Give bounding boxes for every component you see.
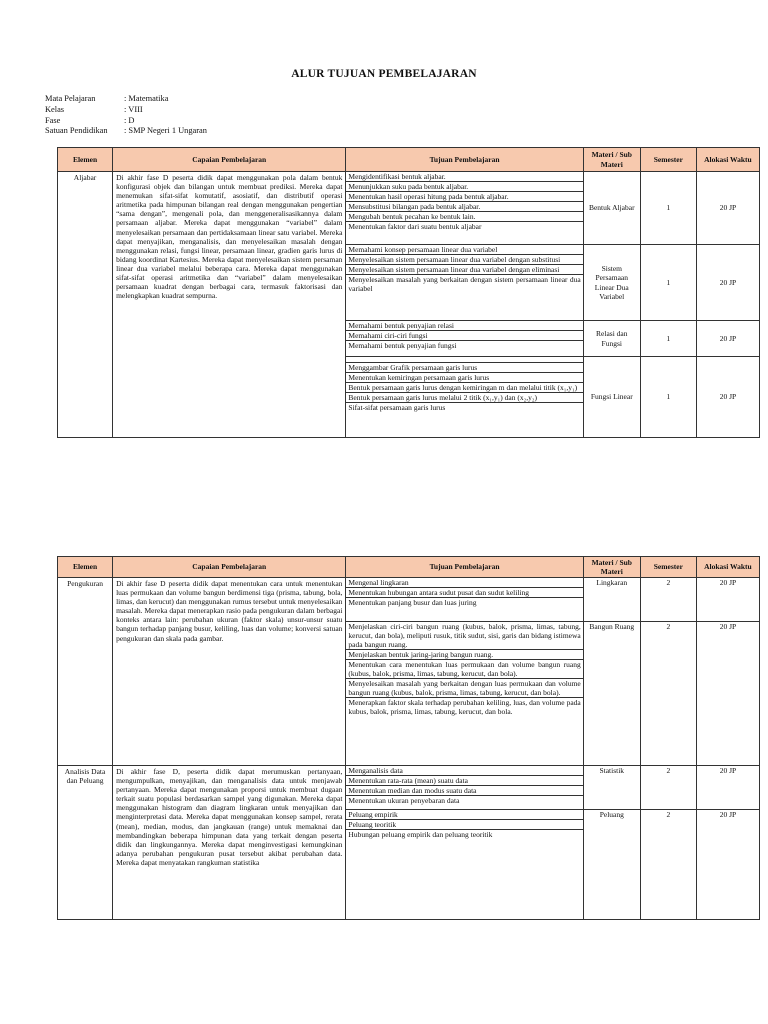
meta-value: : VIII (124, 104, 143, 114)
header-alokasi: Alokasi Waktu (696, 148, 759, 172)
header-alokasi: Alokasi Waktu (696, 557, 759, 578)
table-header-row (58, 148, 760, 172)
tujuan-item: Memahami ciri-ciri fungsi (346, 331, 582, 341)
semester-cell: 2 (640, 578, 696, 622)
tujuan-item: Mengenal lingkaran (346, 578, 582, 588)
table-row (58, 766, 760, 810)
semester-cell: 1 (640, 245, 696, 321)
tujuan-item: Menentukan rata-rata (mean) suatu data (346, 776, 582, 786)
tujuan-item: Menunjukkan suku pada bentuk aljabar. (346, 182, 582, 192)
tujuan-item: Memahami bentuk penyajian relasi (346, 321, 582, 331)
tujuan-item: Menjelaskan bentuk jaring-jaring bangun ruang. (346, 650, 582, 660)
tujuan-cell (346, 245, 583, 321)
elemen-cell: Pengukuran (58, 578, 113, 766)
meta-value: : Matematika (124, 94, 169, 103)
tujuan-cell (346, 578, 583, 622)
tujuan-item: Menentukan median dan modus suatu data (346, 786, 582, 796)
tujuan-item: Mengidentifikasi bentuk aljabar. (346, 172, 582, 182)
document-meta (45, 94, 207, 137)
tujuan-cell (346, 357, 583, 438)
meta-row-subject (45, 94, 207, 105)
alokasi-cell: 20 JP (696, 172, 759, 245)
header-semester: Semester (640, 148, 696, 172)
tujuan-item: Menyelesaikan sistem persamaan linear dua variabel dengan substitusi (346, 255, 582, 265)
tujuan-item: Sifat-sifat persamaan garis lurus (348, 403, 446, 412)
meta-value: : D (124, 115, 135, 125)
tujuan-item: Menjelaskan ciri-ciri bangun ruang (kubus, balok, prisma, limas, tabung, kerucut, dan bola), meliputi rusuk, titik sudut, sisi, garis dan bidang istimewa pada bangun ruang. (348, 622, 581, 649)
tujuan-item: Bentuk persamaan garis lurus melalui 2 titik (x₁,y₁) dan (x₂,y₂) (346, 393, 582, 403)
alokasi-cell: 20 JP (696, 622, 759, 766)
meta-row-school (45, 126, 207, 137)
meta-label: Kelas (45, 104, 65, 114)
materi-cell: Bentuk Aljabar (583, 172, 640, 245)
header-capaian: Capaian Pembelajaran (113, 148, 346, 172)
semester-cell: 1 (640, 357, 696, 438)
semester-cell: 2 (640, 622, 696, 766)
tujuan-item: Menentukan hasil operasi hitung pada bentuk aljabar. (346, 192, 582, 202)
alokasi-cell: 20 JP (696, 245, 759, 321)
tujuan-item: Menggambar Grafik persamaan garis lurus (346, 363, 582, 373)
alokasi-cell: 20 JP (696, 357, 759, 438)
tujuan-item: Hubungan peluang empirik dan peluang teoritik (348, 830, 493, 839)
meta-label: Fase (45, 115, 61, 125)
materi-cell: Fungsi Linear (583, 357, 640, 438)
semester-cell: 1 (640, 172, 696, 245)
tujuan-cell (346, 172, 583, 245)
semester-cell: 2 (640, 810, 696, 920)
tujuan-item: Menyelesaikan masalah yang berkaitan dengan sistem persamaan linear dua variabel (348, 275, 581, 293)
capaian-cell: Di akhir fase D peserta didik dapat menentukan cara untuk menentukan luas permukaan dan volume bangun berdimensi tiga (prisma, tabung, bola, limas, dan kerucut) dan menggunakan rumus tersebut untuk menyelesaikan masalah. Mereka dapat menerapkan rasio pada pengukuran dalam berbagai konteks antara lain: perubahan ukuran (faktor skala) unsur-unsur suatu bangun terhadap panjang busur, keliling, luas dan volume; konversi satuan pengukuran dan skala pada gambar. (113, 578, 346, 766)
header-semester: Semester (640, 557, 696, 578)
capaian-cell: Di akhir fase D, peserta didik dapat merumuskan pertanyaan, mengumpulkan, menyajikan, dan menganalisis data untuk menjawab pertanyaan. Mereka dapat mengunakan proporsi untuk membuat dugaan terkait suatu populasi berdasarkan sampel yang digunakan. Mereka dapat menggunakan histogram dan diagram lingkaran untuk menyajikan dan menginterpretasi data. Mereka dapat menggunakan konsep sampel, rerata (mean), median, modus, dan jangkauan (range) untuk memaknai dan membandingkan beberapa himpunan data yang terkait dengan peserta didik dan lingkungannya. Mereka dapat menginvestigasi kemungkinan adanya perubahan pengukuran pusat tersebut akibat perubahan data. Mereka dapat menyatakan rangkuman statistika (113, 766, 346, 920)
alokasi-cell: 20 JP (696, 578, 759, 622)
tujuan-cell (346, 766, 583, 810)
header-elemen: Elemen (58, 557, 113, 578)
table-row (58, 172, 760, 245)
capaian-cell: Di akhir fase D peserta didik dapat menggunakan pola dalam bentuk konfigurasi objek dan bilangan untuk membuat prediksi. Mereka dapat menemukan sifat-sifat komutatif, asosiatif, dan distributif operasi aritmetika pada himpunan bilangan real dengan menggunakan pengertian “sama dengan”, mengenali pola, dan menggeneralisasikannya dalam persamaan aljabar. Mereka dapat menggunakan “variabel” dalam menyelesaikan persamaan dan pertidaksamaan linear satu variabel. Mereka dapat menyajikan, menganalisis, dan menyelesaikan masalah dengan menggunakan relasi, fungsi linear, persamaan linear, gradien garis lurus di bidang koordinat Kartesius. Mereka dapat menyelesaikan sistem persaman linear dua variabel melalui beberapa cara. Mereka dapat menggunakan sifat-sifat operasi aritmetika dan “variabel” dalam menyelesaikan persamaan kuadrat dengan berbagai cara, termasuk faktorisasi dan melengkapkan kuadrat sempurna. (113, 172, 346, 438)
header-capaian: Capaian Pembelajaran (113, 557, 346, 578)
alokasi-cell: 20 JP (696, 810, 759, 920)
materi-cell: Relasi dan Fungsi (583, 321, 640, 357)
elemen-cell: Analisis Data dan Peluang (58, 766, 113, 920)
meta-label: Mata Pelajaran (45, 94, 96, 103)
tujuan-item: Menentukan kemiringan persamaan garis lurus (346, 373, 582, 383)
tujuan-item: Menentukan cara menentukan luas permukaan dan volume bangun ruang (kubus, balok, prisma, limas, tabung, kerucut, dan bola). (348, 660, 581, 678)
header-materi: Materi / Sub Materi (583, 557, 640, 578)
materi-cell: Sistem Persamaan Linear Dua Variabel (583, 245, 640, 321)
materi-cell: Lingkaran (583, 578, 640, 622)
tujuan-item: Mensubstitusi bilangan pada bentuk aljabar. (346, 202, 582, 212)
alokasi-cell: 20 JP (696, 321, 759, 357)
tujuan-cell (346, 622, 583, 766)
tujuan-item: Menganalisis data (346, 766, 582, 776)
tujuan-item: Peluang empirik (346, 810, 582, 820)
meta-label: Satuan Pendidikan (45, 126, 108, 136)
header-tujuan: Tujuan Pembelajaran (346, 148, 583, 172)
materi-cell: Peluang (583, 810, 640, 920)
document-title: ALUR TUJUAN PEMBELAJARAN (291, 68, 477, 80)
tujuan-item: Menentukan panjang busur dan luas juring (348, 598, 477, 607)
tujuan-item: Menyelesaikan masalah yang berkaitan dengan luas permukaan dan volume bangun ruang (kubus, balok, prisma, limas, tabung, kerucut, dan bola). (348, 679, 581, 697)
meta-row-class (45, 105, 207, 116)
table-header-row (58, 557, 760, 578)
tujuan-item: Mengubah bentuk pecahan ke bentuk lain. (346, 212, 582, 222)
header-elemen: Elemen (58, 148, 113, 172)
atp-table-aljabar (57, 147, 760, 438)
tujuan-item: Menyelesaikan sistem persamaan linear dua variabel dengan eliminasi (346, 265, 582, 275)
elemen-cell: Aljabar (58, 172, 113, 438)
header-materi: Materi / Sub Materi (583, 148, 640, 172)
alokasi-cell: 20 JP (696, 766, 759, 810)
tujuan-cell (346, 321, 583, 357)
tujuan-item: Peluang teoritik (346, 820, 582, 830)
atp-table-pengukuran-data (57, 556, 760, 920)
table-row (58, 578, 760, 622)
tujuan-item: Menentukan ukuran penyebaran data (348, 796, 460, 805)
tujuan-cell (346, 810, 583, 920)
materi-cell: Statistik (583, 766, 640, 810)
tujuan-item: Menerapkan faktor skala terhadap perubahan keliling, luas, dan volume pada kubus, balok, prisma, limas, tabung, kerucut, dan bola. (348, 698, 581, 716)
tujuan-item: Menentukan hubungan antara sudut pusat dan sudut keliling (346, 588, 582, 598)
tujuan-item: Menentukan faktor dari suatu bentuk aljabar (348, 222, 482, 231)
semester-cell: 1 (640, 321, 696, 357)
tujuan-item: Memahami konsep persamaan linear dua variabel (346, 245, 582, 255)
meta-row-phase (45, 116, 207, 127)
materi-cell: Bangun Ruang (583, 622, 640, 766)
tujuan-item: Bentuk persamaan garis lurus dengan kemiringan m dan melalui titik (x₁,y₁) (346, 383, 582, 393)
tujuan-item: Memahami bentuk penyajian fungsi (348, 341, 457, 350)
header-tujuan: Tujuan Pembelajaran (346, 557, 583, 578)
semester-cell: 2 (640, 766, 696, 810)
meta-value: : SMP Negeri 1 Ungaran (124, 126, 207, 136)
